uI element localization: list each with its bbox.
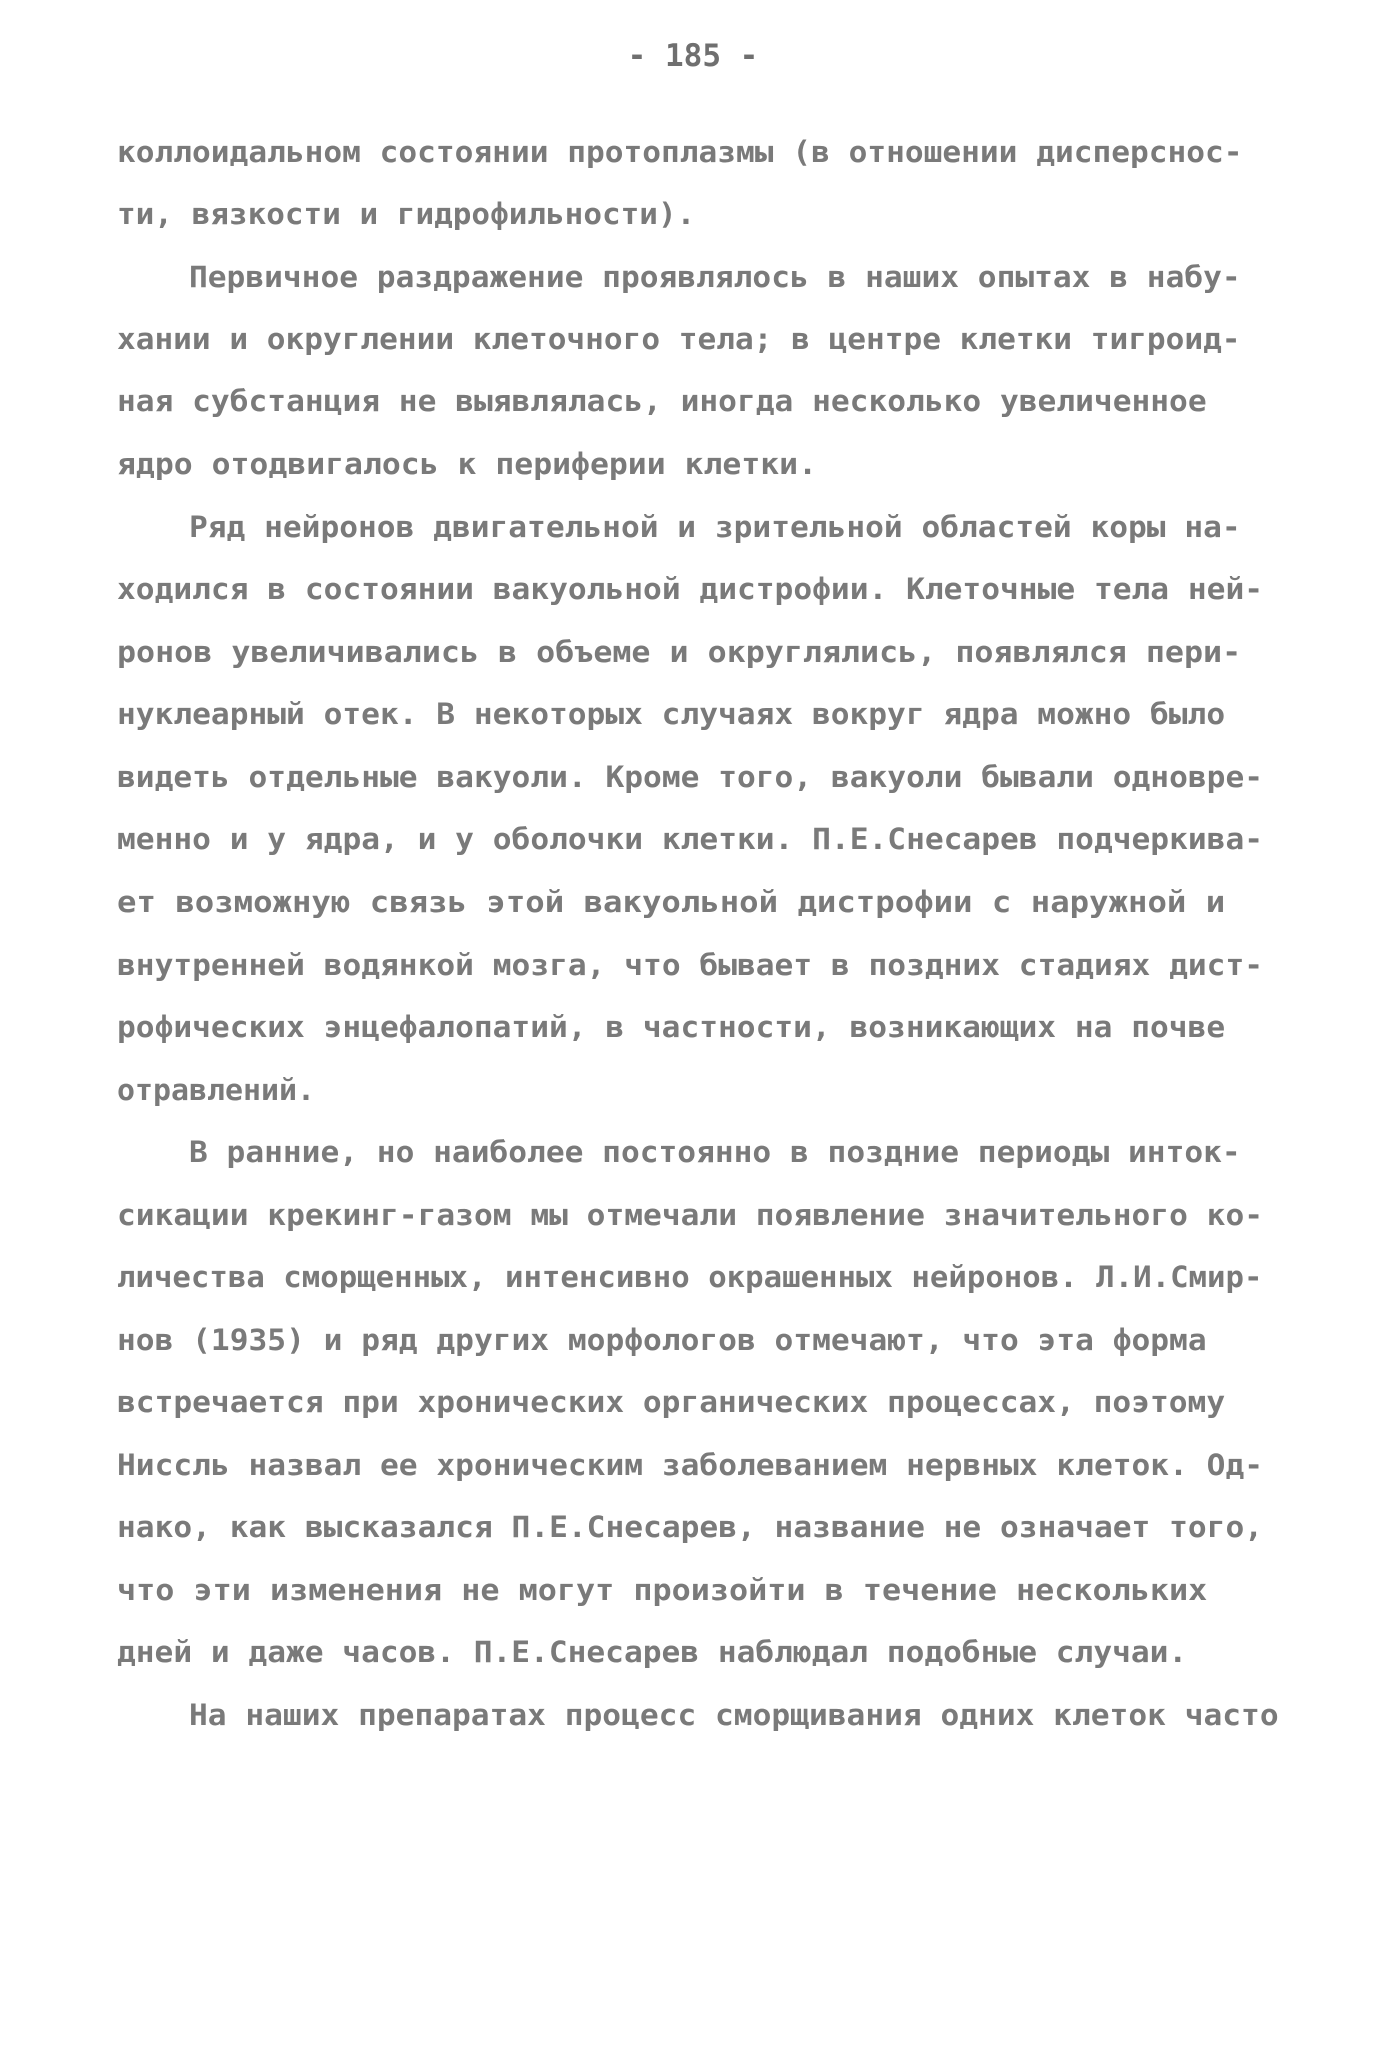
text-line: менно и у ядра, и у оболочки клетки. П.Е.Снесарев подчеркива- (117, 822, 1264, 856)
text-line: личества сморщенных, интенсивно окрашенных нейронов. Л.И.Смир- (117, 1260, 1263, 1294)
text-line: сикации крекинг-газом мы отмечали появление значительного ко- (117, 1198, 1264, 1232)
text-line: отравлений. (117, 1073, 316, 1107)
text-line: ная субстанция не выявлялась, иногда несколько увеличенное (117, 384, 1207, 418)
text-line: ет возможную связь этой вакуольной дистрофии с наружной и (117, 885, 1226, 919)
page-number: - 185 - (627, 38, 759, 74)
text-line: На наших препаратах процесс сморщивания одних клеток часто (189, 1698, 1279, 1732)
text-line: внутренней водянкой мозга, что бывает в поздних стадиях дист- (117, 948, 1264, 982)
text-line: нов (1935) и ряд других морфологов отмечают, что эта форма (117, 1323, 1207, 1357)
text-line: коллоидальном состоянии протоплазмы (в отношении дисперснос- (117, 135, 1243, 169)
text-line: Ниссль назвал ее хроническим заболеванием нервных клеток. Од- (117, 1448, 1264, 1482)
text-line: хании и округлении клеточного тела; в центре клетки тигроид- (117, 322, 1241, 356)
text-line: ти, вязкости и гидрофильности). (117, 197, 696, 231)
text-line: В ранние, но наиболее постоянно в поздние периоды инток- (189, 1135, 1241, 1169)
text-line: нако, как высказался П.Е.Снесарев, название не означает того, (117, 1510, 1264, 1544)
text-line: ронов увеличивались в объеме и округлялись, появлялся пери- (117, 635, 1242, 669)
text-line: нуклеарный отек. В некоторых случаях вокруг ядра можно было (117, 697, 1226, 731)
text-line: что эти изменения не могут произойти в течение нескольких (117, 1573, 1208, 1607)
text-line: дней и даже часов. П.Е.Снесарев наблюдал подобные случаи. (117, 1635, 1188, 1669)
text-line: ходился в состоянии вакуольной дистрофии. Клеточные тела ней- (117, 572, 1264, 606)
text-line: встречается при хронических органических процессах, поэтому (117, 1385, 1226, 1419)
text-line: рофических энцефалопатий, в частности, возникающих на почве (117, 1010, 1226, 1044)
text-line: Первичное раздражение проявлялось в наших опытах в набу- (189, 260, 1241, 294)
text-line: ядро отодвигалось к периферии клетки. (117, 447, 818, 481)
text-line: Ряд нейронов двигательной и зрительной областей коры на- (189, 510, 1241, 544)
text-line: видеть отдельные вакуоли. Кроме того, вакуоли бывали одновре- (117, 760, 1264, 794)
